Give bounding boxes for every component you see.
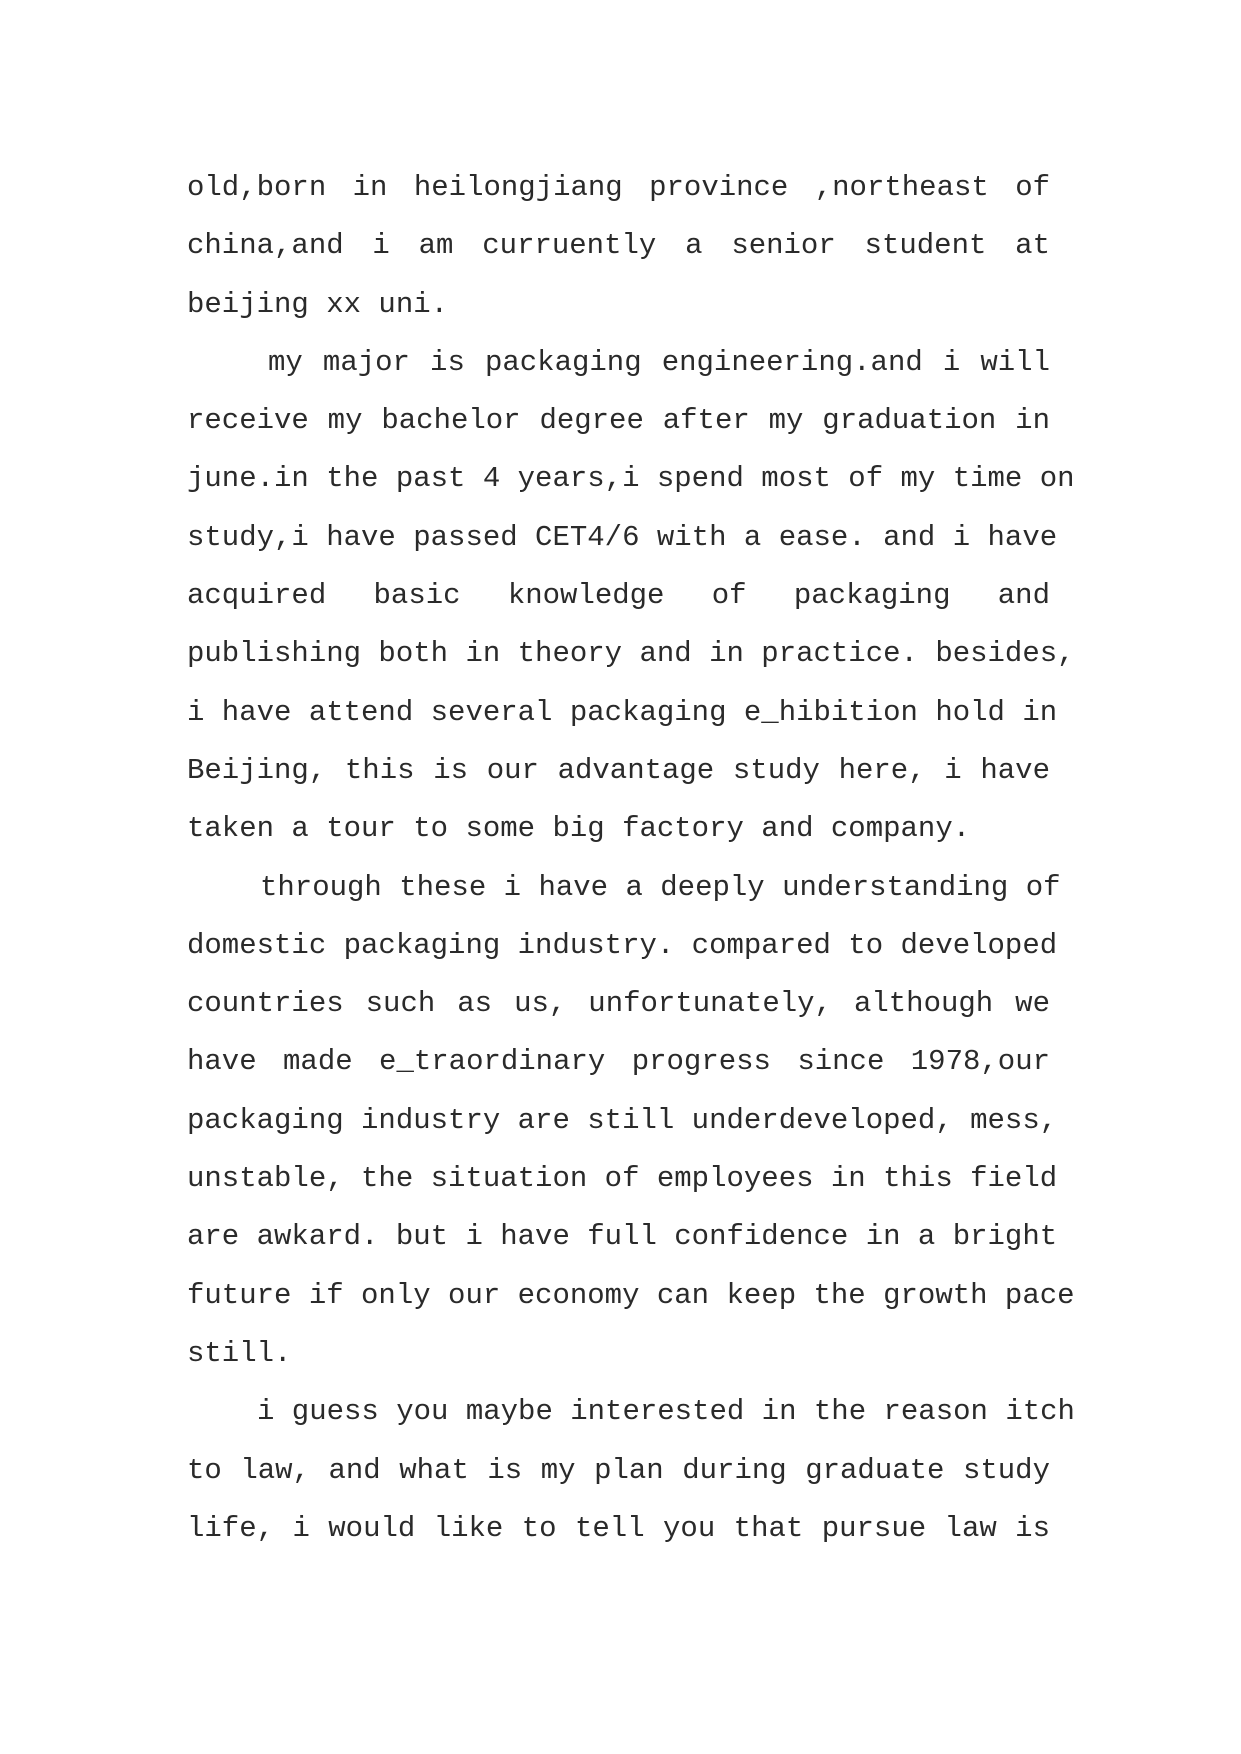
text-line: receive my bachelor degree after my graduation in	[187, 404, 1050, 438]
text-line: domestic packaging industry. compared to developed	[187, 928, 1058, 962]
document-body	[187, 159, 1075, 1558]
text-line: taken a tour to some big factory and company.	[187, 812, 971, 846]
paragraph-intro	[187, 159, 1050, 334]
text-line: beijing xx uni.	[187, 287, 449, 321]
text-line: future if only our economy can keep the growth pace	[187, 1278, 1075, 1312]
text-line: old,born in heilongjiang province ,northeast of	[187, 171, 1050, 204]
text-line: unstable, the situation of employees in this field	[187, 1162, 1058, 1196]
text-line: still.	[187, 1336, 292, 1370]
text-line: are awkard. but i have full confidence in a bright	[187, 1220, 1058, 1254]
text-line: i have attend several packaging e_hibition hold in	[187, 695, 1058, 729]
text-line: china,and i am curruently a senior student at	[187, 229, 1050, 263]
text-line: packaging industry are still underdeveloped, mess,	[187, 1103, 1058, 1137]
text-line: to law, and what is my plan during graduate study	[187, 1453, 1050, 1487]
paragraph-law	[187, 1383, 1075, 1558]
text-line: through these i have a deeply understanding of	[260, 870, 1061, 904]
text-line: acquired basic knowledge of packaging and	[187, 579, 1050, 613]
text-line: countries such as us, unfortunately, although we	[187, 987, 1050, 1021]
text-line: publishing both in theory and in practice. besides,	[187, 637, 1075, 671]
text-line: i guess you maybe interested in the reason itch	[257, 1395, 1075, 1429]
paragraph-industry	[187, 859, 1075, 1384]
paragraph-major	[187, 334, 1075, 859]
text-line: my major is packaging engineering.and i will	[268, 345, 1050, 379]
text-line: june.in the past 4 years,i spend most of my time on	[187, 462, 1075, 496]
text-line: have made e_traordinary progress since 1978,our	[187, 1045, 1050, 1079]
text-line: life, i would like to tell you that pursue law is	[187, 1511, 1050, 1545]
text-line: study,i have passed CET4/6 with a ease. and i have	[187, 520, 1058, 554]
text-line: Beijing, this is our advantage study here, i have	[187, 753, 1050, 787]
